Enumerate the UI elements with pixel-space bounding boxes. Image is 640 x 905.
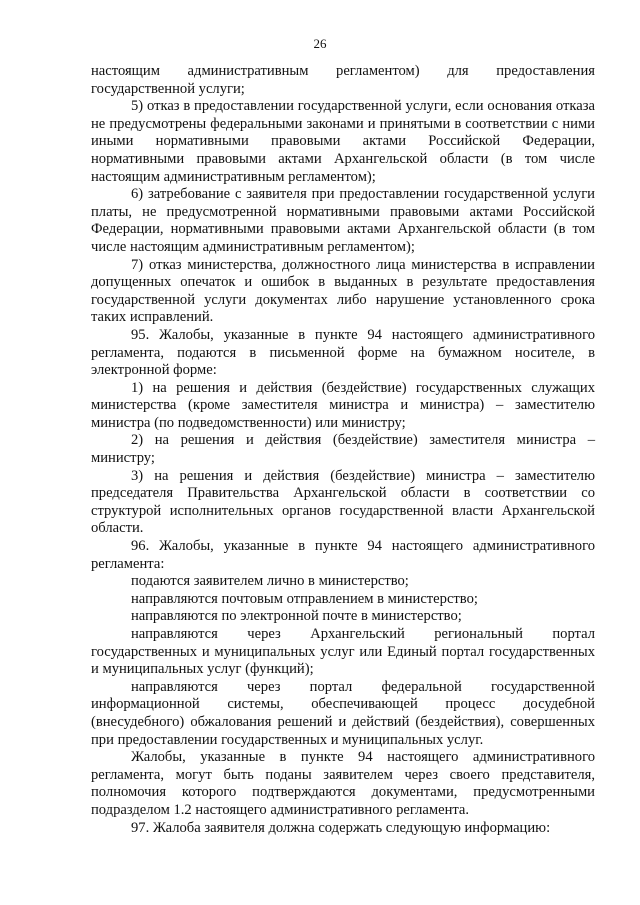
- paragraph-item-7: 7) отказ министерства, должностного лица министерства в исправлении допущенных опечаток и ошибок в выданных в результате предоставления государственной услуги документах либо нарушение установленного срока таких исправлений.: [91, 256, 595, 326]
- paragraph-96-method-in-person: подаются заявителем лично в министерство;: [131, 573, 409, 590]
- paragraph-continuation: настоящим административным регламентом) для предоставления государственной услуги;: [91, 63, 595, 97]
- paragraph-item-6: 6) затребование с заявителя при предоставлении государственной услуги платы, не предусмотренной нормативными правовыми актами Российской Федерации, нормативными правовыми актами Архангельской области (в том числе настоящим административным регламентом);: [91, 186, 595, 255]
- paragraph-97: 97. Жалоба заявителя должна содержать следующую информацию:: [131, 819, 551, 836]
- paragraph-95-item-1: 1) на решения и действия (бездействие) государственных служащих министерства (кроме заместителя министра и министра) – заместителю министра (по подведомственности) или министру;: [91, 379, 595, 431]
- paragraph-95: 95. Жалобы, указанные в пункте 94 настоящего административного регламента, подаются в письменной форме на бумажном носителе, в электронной форме:: [91, 326, 595, 379]
- paragraph-96: 96. Жалобы, указанные в пункте 94 настоящего административного регламента:: [91, 538, 595, 572]
- paragraph-96-method-email: направляются по электронной почте в министерство;: [131, 608, 462, 625]
- paragraph-96-method-post: направляются почтовым отправлением в министерство;: [131, 590, 478, 607]
- paragraph-96-method-portal: направляются через Архангельский региональный портал государственных и муниципальных услуг или Единый портал государственных и муниципальных услуг (функций);: [91, 626, 595, 678]
- paragraph-95-item-2: 2) на решения и действия (бездействие) заместителя министра – министру;: [91, 432, 595, 467]
- paragraph-96-method-federal-system: направляются через портал федеральной государственной информационной системы, обеспечивающей процесс досудебной (внесудебного) обжалования решений и действий (бездействия), совершенных при предоставлении государственных и муниципальных услуг.: [91, 678, 595, 748]
- document-body: [91, 63, 595, 837]
- paragraph-95-item-3: 3) на решения и действия (бездействие) министра – заместителю председателя Правительства Архангельской области в соответствии со структурой исполнительных органов государственной власти Архангельской области.: [91, 467, 595, 537]
- paragraph-representative: Жалобы, указанные в пункте 94 настоящего административного регламента, могут быть поданы заявителем через своего представителя, полномочия которого подтверждаются документами, предусмотренными подразделом 1.2 настоящего административного регламента.: [91, 749, 595, 818]
- page-number: 26: [313, 36, 327, 51]
- paragraph-item-5: 5) отказ в предоставлении государственной услуги, если основания отказа не предусмотрены федеральными законами и принятыми в соответствии с ними иными нормативными правовыми актами Российской Федерации, нормативными правовыми актами Архангельской области (в том числе настоящим административным регламентом);: [91, 98, 595, 185]
